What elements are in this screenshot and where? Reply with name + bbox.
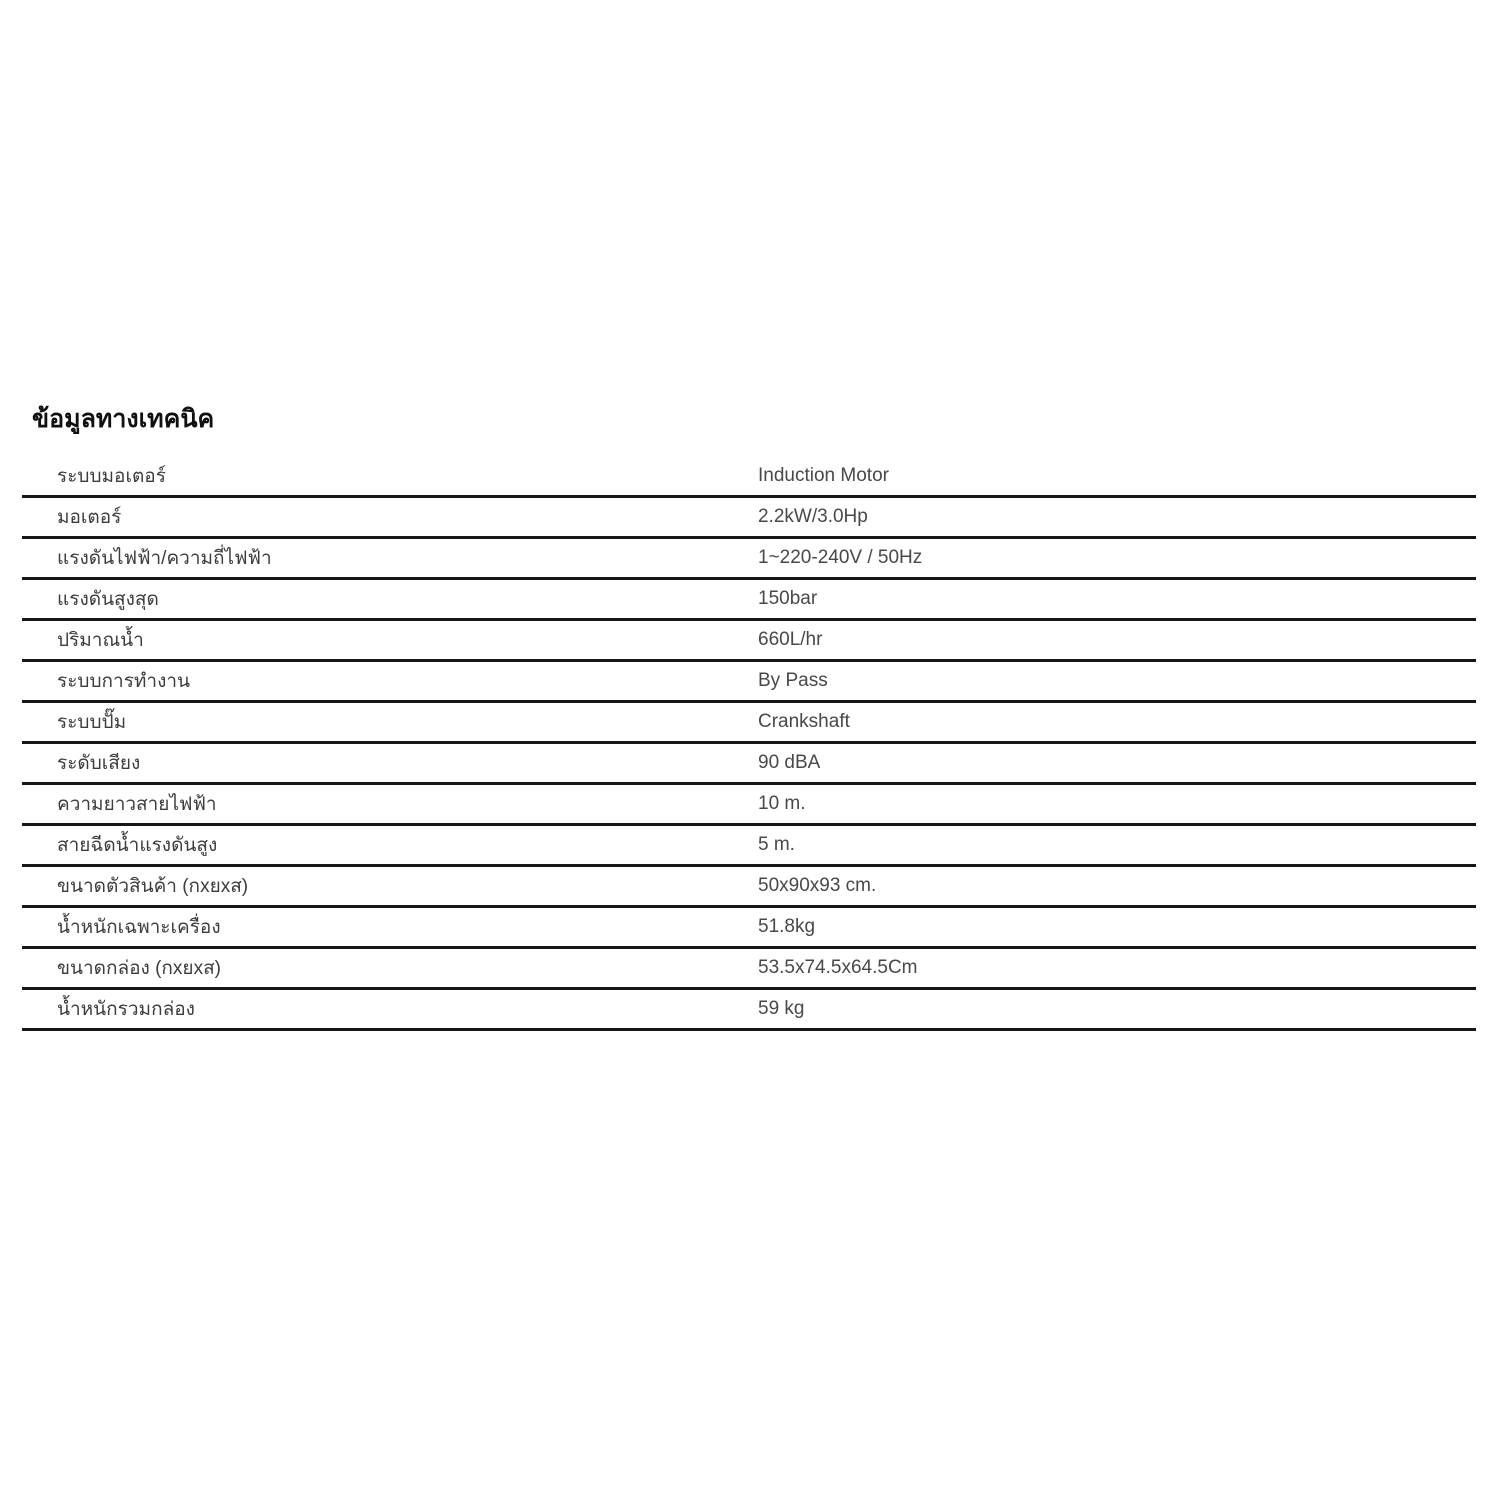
spec-row-value: 2.2kW/3.0Hp	[758, 506, 868, 527]
spec-row-value: 59 kg	[758, 998, 805, 1019]
spec-row	[22, 826, 1476, 867]
spec-row	[22, 621, 1476, 662]
spec-row-label: สายฉีดน้ำแรงดันสูง	[57, 835, 218, 856]
spec-row	[22, 457, 1476, 498]
spec-row-value: 90 dBA	[758, 752, 821, 773]
spec-row-label: น้ำหนักรวมกล่อง	[57, 999, 195, 1020]
spec-row-label: ระบบการทำงาน	[57, 671, 191, 692]
spec-row-value: 1~220-240V / 50Hz	[758, 547, 923, 568]
spec-row-label: ขนาดกล่อง (กxยxส)	[57, 958, 221, 979]
spec-row-label: ระดับเสียง	[57, 753, 141, 774]
spec-row	[22, 744, 1476, 785]
spec-row-label: ระบบปั๊ม	[57, 712, 127, 733]
spec-row-value: 50x90x93 cm.	[758, 875, 877, 896]
spec-row-label: ความยาวสายไฟฟ้า	[57, 794, 217, 815]
spec-row-value: Crankshaft	[758, 711, 850, 732]
spec-row	[22, 539, 1476, 580]
spec-row-value: 150bar	[758, 588, 818, 609]
spec-row-value: By Pass	[758, 670, 828, 691]
spec-row-value: Induction Motor	[758, 465, 889, 486]
spec-row	[22, 949, 1476, 990]
spec-row-value: 10 m.	[758, 793, 806, 814]
spec-row	[22, 662, 1476, 703]
spec-row	[22, 785, 1476, 826]
spec-row	[22, 703, 1476, 744]
spec-row-value: 660L/hr	[758, 629, 823, 650]
spec-row-label: ขนาดตัวสินค้า (กxยxส)	[57, 876, 249, 897]
spec-row-label: น้ำหนักเฉพาะเครื่อง	[57, 917, 221, 938]
spec-row-label: แรงดันสูงสุด	[57, 589, 159, 610]
page-title: ข้อมูลทางเทคนิค	[32, 405, 215, 433]
spec-row	[22, 580, 1476, 621]
spec-row	[22, 990, 1476, 1031]
spec-row-label: มอเตอร์	[57, 507, 122, 528]
spec-row	[22, 498, 1476, 539]
spec-row-label: ระบบมอเตอร์	[57, 466, 166, 487]
spec-table	[22, 457, 1476, 1031]
spec-row	[22, 908, 1476, 949]
spec-row-label: แรงดันไฟฟ้า/ความถี่ไฟฟ้า	[57, 548, 272, 569]
spec-row-value: 51.8kg	[758, 916, 816, 937]
spec-row-label: ปริมาณน้ำ	[57, 630, 144, 651]
spec-row	[22, 867, 1476, 908]
spec-row-value: 53.5x74.5x64.5Cm	[758, 957, 918, 978]
spec-row-value: 5 m.	[758, 834, 795, 855]
